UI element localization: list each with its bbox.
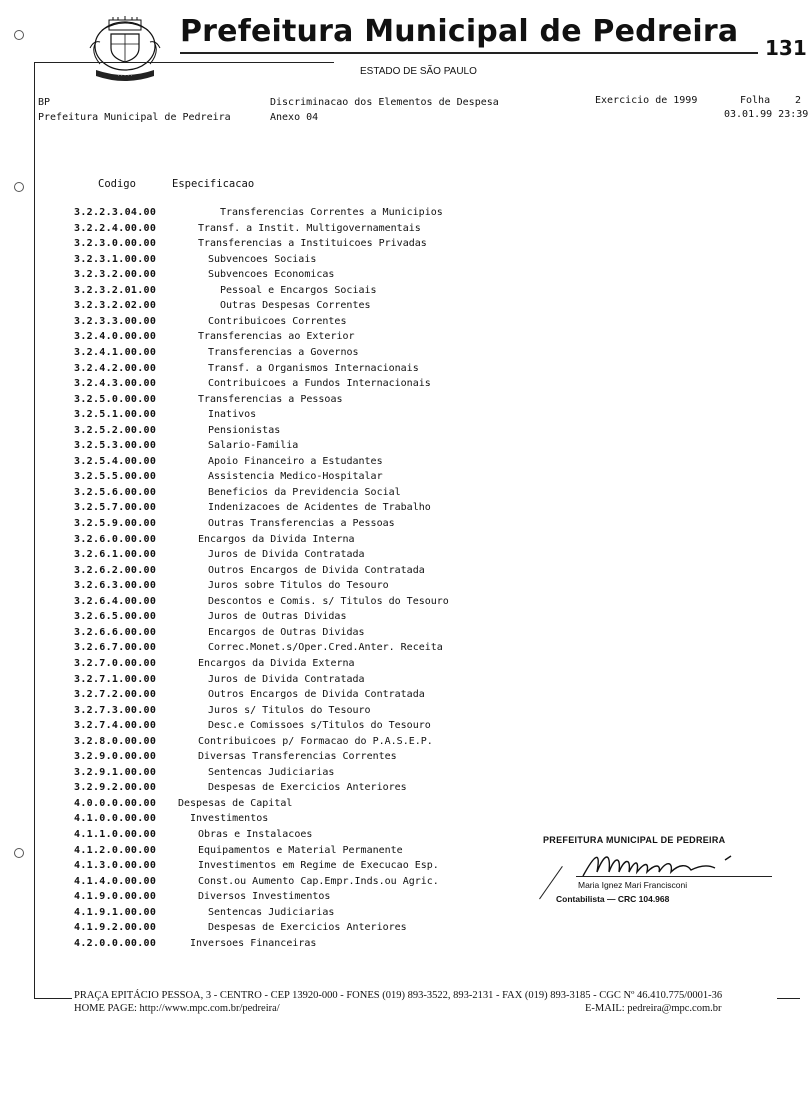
row-code: 3.2.5.7.00.00 [74,502,157,514]
row-code: 3.2.3.2.01.00 [74,284,157,296]
row-description: Investimentos [190,813,269,825]
row-code: 3.2.4.1.00.00 [74,346,157,358]
row-description: Correc.Monet.s/Oper.Cred.Anter. Receita [208,642,443,654]
row-code: 3.2.5.5.00.00 [74,471,157,483]
row-description: Transferencias Correntes a Municipios [220,207,443,218]
row-code: 4.1.0.0.00.00 [74,813,157,825]
row-description: Const.ou Aumento Cap.Empr.Inds.ou Agric. [198,875,439,887]
row-description: Contribuicoes p/ Formacao do P.A.S.E.P. [198,735,433,747]
row-code: 4.1.2.0.00.00 [74,844,157,856]
row-description: Transferencias ao Exterior [198,331,355,343]
row-description: Assistencia Medico-Hospitalar [208,471,383,483]
row-description: Indenizacoes de Acidentes de Trabalho [208,502,431,514]
row-description: Beneficios da Previdencia Social [208,486,401,498]
row-description: Diversos Investimentos [198,891,331,903]
sheet-number: 2 [795,95,802,106]
row-code: 3.2.7.4.00.00 [74,720,157,732]
footer-email: E-MAIL: pedreira@mpc.com.br [585,1003,722,1014]
row-description: Outros Encargos de Divida Contratada [208,689,425,701]
row-code: 4.1.3.0.00.00 [74,860,157,872]
row-code: 3.2.6.0.00.00 [74,533,157,545]
report-datetime: 03.01.99 23:39 [724,109,808,120]
row-description: Salario-Familia [208,440,299,452]
row-code: 4.2.0.0.00.00 [74,937,157,949]
row-code: 3.2.3.3.00.00 [74,315,157,327]
row-code: 3.2.2.4.00.00 [74,222,157,234]
row-description: Descontos e Comis. s/ Titulos do Tesouro [208,595,449,607]
row-code: 3.2.5.3.00.00 [74,440,157,452]
row-description: Obras e Instalacoes [198,829,313,840]
row-code: 4.0.0.0.00.00 [74,797,157,809]
header-rule [180,52,758,54]
row-description: Outras Despesas Correntes [220,300,371,312]
row-code: 3.2.2.3.04.00 [74,207,157,218]
punch-hole [14,30,24,40]
row-description: Diversas Transferencias Correntes [198,751,397,763]
row-code: 3.2.9.1.00.00 [74,766,157,778]
row-code: 3.2.3.2.02.00 [74,300,157,312]
row-description: Juros sobre Titulos do Tesouro [208,580,389,592]
column-header-spec: Especificacao [172,178,255,190]
row-description: Outros Encargos de Divida Contratada [208,564,425,576]
row-description: Apoio Financeiro a Estudantes [208,455,383,467]
punch-hole [14,182,24,192]
row-code: 3.2.9.0.00.00 [74,751,157,763]
row-code: 3.2.5.4.00.00 [74,455,157,467]
row-code: 3.2.4.0.00.00 [74,331,157,343]
row-code: 3.2.6.1.00.00 [74,549,157,561]
footer-address: PRAÇA EPITÁCIO PESSOA, 3 - CENTRO - CEP 13920-000 - FONES (019) 893-3522, 893-2131 - FAX (019) 893-3185 - CGC Nº 46.410.775/0001-36 [74,990,723,1001]
row-description: Despesas de Exercicios Anteriores [208,782,407,794]
page-number: 131 [765,36,807,60]
row-description: Juros s/ Titulos do Tesouro [208,704,371,716]
row-code: 3.2.7.1.00.00 [74,673,157,685]
row-description: Outras Transferencias a Pessoas [208,518,395,529]
row-description: Inativos [208,409,257,421]
row-code: 3.2.9.2.00.00 [74,782,157,794]
exercise-year: Exercicio de 1999 [595,95,698,106]
punch-hole [14,848,24,858]
row-description: Despesas de Exercicios Anteriores [208,922,407,934]
row-description: Juros de Divida Contratada [208,549,365,561]
row-description: Desc.e Comissoes s/Titulos do Tesouro [208,720,431,732]
signature-line [576,876,772,877]
row-description: Transf. a Organismos Internacionais [208,362,419,374]
row-description: Transferencias a Instituicoes Privadas [198,238,427,250]
report-code: BP [38,97,51,108]
sheet-label: Folha [740,95,771,106]
row-code: 3.2.4.2.00.00 [74,362,157,374]
report-title: Discriminacao dos Elementos de Despesa [270,97,499,108]
row-code: 3.2.6.6.00.00 [74,626,157,638]
row-description: Transferencias a Pessoas [198,393,343,405]
row-description: Encargos da Divida Interna [198,533,355,545]
row-description: Pensionistas [208,424,281,436]
svg-text:· · · · ·: · · · · · [117,73,133,79]
row-code: 3.2.5.2.00.00 [74,424,157,436]
row-code: 4.1.9.2.00.00 [74,922,157,934]
frame-bottom-right [777,998,800,999]
page-title: Prefeitura Municipal de Pedreira [180,14,739,49]
row-code: 3.2.6.3.00.00 [74,580,157,592]
row-description: Transferencias a Governos [208,346,359,358]
row-code: 4.1.9.0.00.00 [74,891,157,903]
row-description: Pessoal e Encargos Sociais [220,284,377,296]
row-description: Contribuicoes a Fundos Internacionais [208,378,431,390]
row-code: 4.1.4.0.00.00 [74,875,157,887]
row-description: Encargos da Divida Externa [198,657,355,669]
row-description: Investimentos em Regime de Execucao Esp. [198,860,439,872]
row-code: 3.2.7.2.00.00 [74,689,157,701]
state-subtitle: ESTADO DE SÃO PAULO [360,66,477,77]
row-description: Juros de Outras Dividas [208,611,347,623]
row-description: Subvencoes Economicas [208,269,335,281]
row-code: 3.2.4.3.00.00 [74,378,157,390]
organization-name: Prefeitura Municipal de Pedreira [38,112,231,123]
row-code: 3.2.6.5.00.00 [74,611,157,623]
row-description: Encargos de Outras Dividas [208,626,365,638]
row-description: Contribuicoes Correntes [208,315,347,327]
row-description: Sentencas Judiciarias [208,906,335,918]
row-code: 3.2.5.9.00.00 [74,518,157,529]
row-code: 3.2.3.1.00.00 [74,253,157,265]
annex-label: Anexo 04 [270,112,319,123]
row-description: Transf. a Instit. Multigovernamentais [198,222,421,234]
frame-left [34,62,35,999]
row-code: 3.2.6.2.00.00 [74,564,157,576]
frame-bottom-left [34,998,72,999]
row-code: 3.2.5.1.00.00 [74,409,157,421]
row-code: 3.2.3.0.00.00 [74,238,157,250]
row-code: 3.2.8.0.00.00 [74,735,157,747]
frame-top-left [34,62,334,63]
row-code: 3.2.7.0.00.00 [74,657,157,669]
row-description: Despesas de Capital [178,797,293,809]
column-header-code: Codigo [98,178,136,190]
row-description: Sentencas Judiciarias [208,766,335,778]
row-code: 3.2.6.7.00.00 [74,642,157,654]
row-code: 3.2.5.6.00.00 [74,486,157,498]
stamp-name: Maria Ignez Mari Francisconi [578,880,688,890]
row-description: Juros de Divida Contratada [208,673,365,685]
footer-homepage: HOME PAGE: http://www.mpc.com.br/pedreira/ [74,1003,280,1014]
row-code: 3.2.3.2.00.00 [74,269,157,281]
row-description: Subvencoes Sociais [208,253,317,265]
row-description: Inversoes Financeiras [190,937,317,949]
stamp-office: PREFEITURA MUNICIPAL DE PEDREIRA [543,835,726,845]
stamp-role: Contabilista — CRC 104.968 [556,894,670,904]
row-description: Equipamentos e Material Permanente [198,844,403,856]
row-code: 3.2.7.3.00.00 [74,704,157,716]
row-code: 3.2.6.4.00.00 [74,595,157,607]
row-code: 4.1.9.1.00.00 [74,906,157,918]
row-code: 3.2.5.0.00.00 [74,393,157,405]
coat-of-arms-logo [82,12,168,84]
row-code: 4.1.1.0.00.00 [74,829,157,840]
